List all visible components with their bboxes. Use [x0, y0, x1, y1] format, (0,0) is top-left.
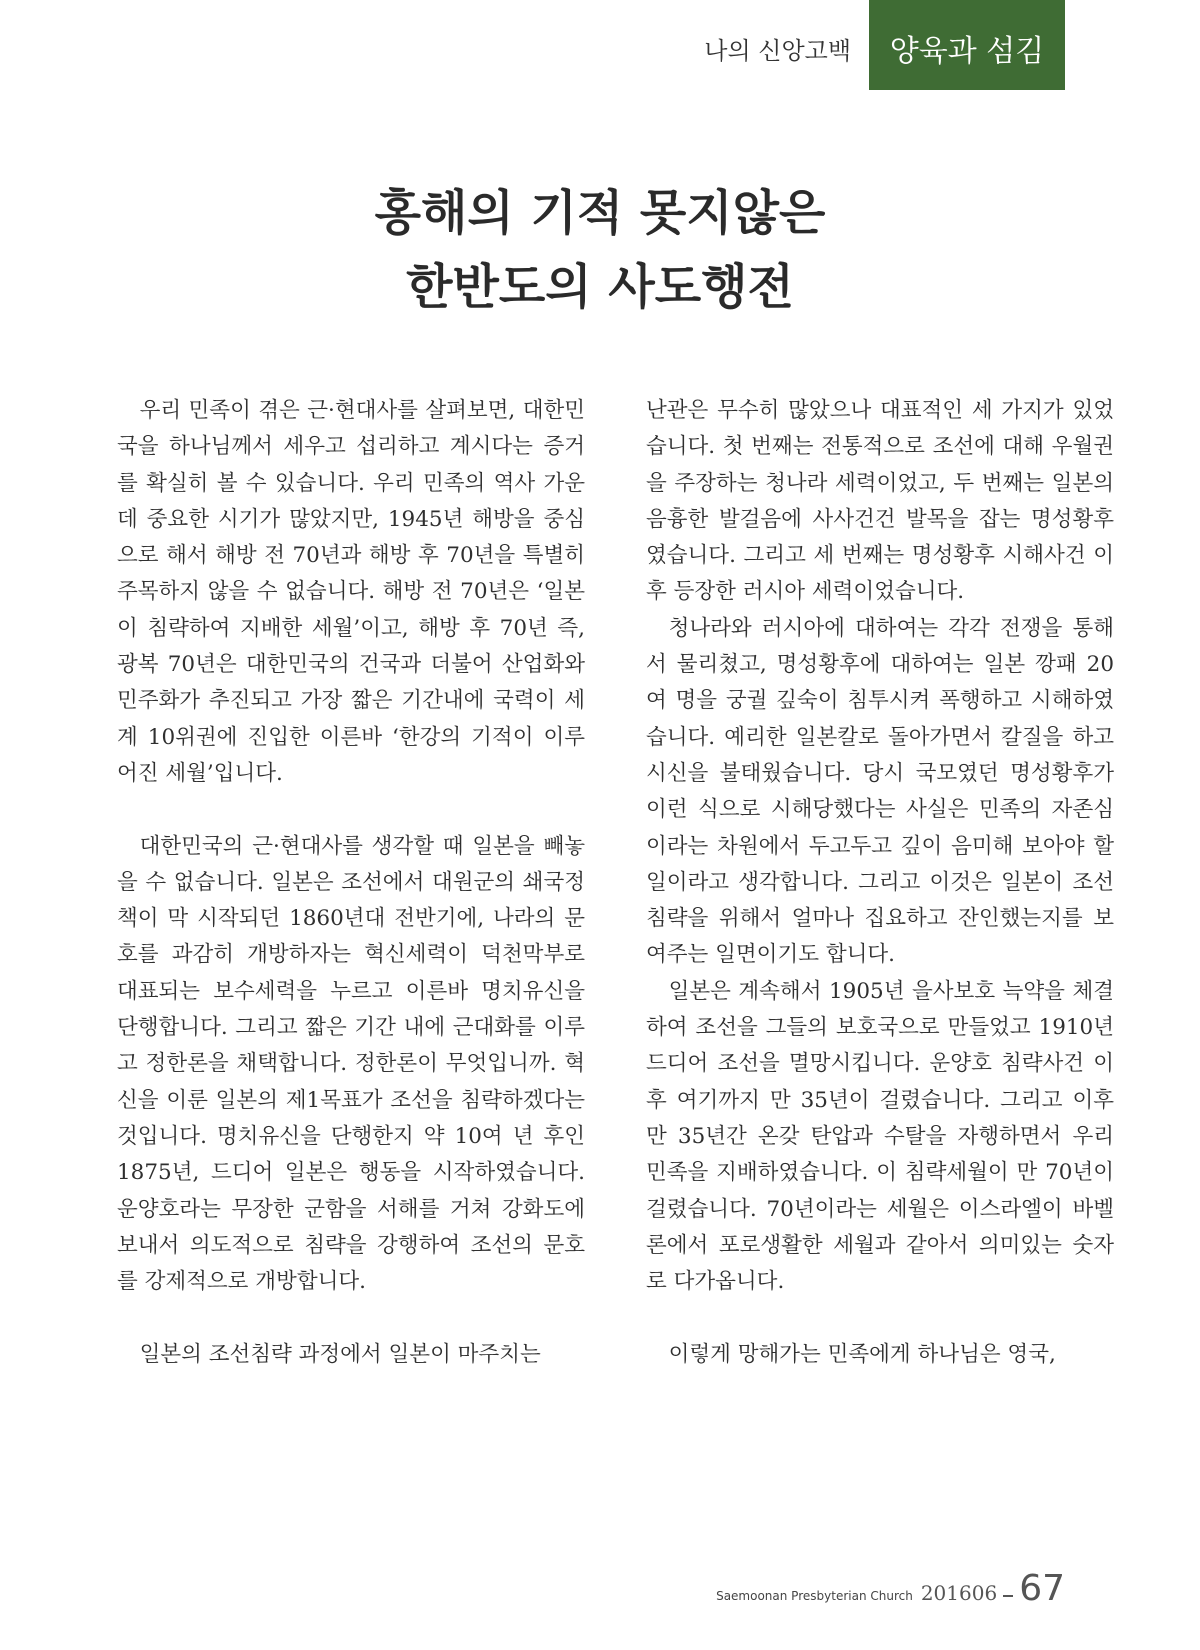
separator — [1003, 1595, 1013, 1597]
title-line-2: 한반도의 사도행전 — [406, 259, 794, 315]
series-label: 나의 신앙고백 — [704, 36, 851, 65]
paragraph: 난관은 무수히 많았으나 대표적인 세 가지가 있었습니다. 첫 번째는 전통적으로 조선에 대해 우월권을 주장하는 청나라 세력이었고, 두 번째는 일본의 음흉한 발걸음에 사사건건 발목을 잡는 명성황후였습니다. 그리고 세 번째는 명성황후 시해사건 이후 등장한 러시아 세력이었습니다. — [646, 398, 1114, 605]
header-bar — [704, 0, 1065, 90]
title-line-1: 홍해의 기적 못지않은 — [374, 185, 826, 241]
paragraph: 대한민국의 근·현대사를 생각할 때 일본을 빼놓을 수 없습니다. 일본은 조선에서 대원군의 쇄국정책이 막 시작되던 1860년대 전반기에, 나라의 문호를 과감히 개방하자는 혁신세력이 덕천막부로 대표되는 보수세력을 누르고 이른바 명치유신을 단행합니다. 그리고 짧은 기간 내에 근대화를 이루고 정한론을 채택합니다. 정한론이 무엇입니까. 혁신을 이룬 일본의 제1목표가 조선을 침략하겠다는 것입니다. 명치유신을 단행한지 약 10여 년 후인 1875년, 드디어 일본은 행동을 시작하였습니다. 운양호라는 무장한 군함을 서해를 거쳐 강화도에 보내서 의도적으로 침략을 강행하여 조선의 문호를 강제적으로 개방합니다. — [117, 833, 585, 1295]
section-tab: 양육과 섬김 — [869, 0, 1065, 90]
right-column — [646, 393, 1114, 1373]
article-title — [0, 176, 1200, 324]
page-number: 67 — [1019, 1568, 1065, 1609]
paragraph: 일본은 계속해서 1905년 을사보호 늑약을 체결하여 조선을 그들의 보호국으로 만들었고 1910년 드디어 조선을 멸망시킵니다. 운양호 침략사건 이후 여기까지 만 35년이 걸렸습니다. 그리고 이후 만 35년간 온갖 탄압과 수탈을 자행하면서 우리 민족을 지배하였습니다. 이 침략세월이 만 70년이 걸렸습니다. 70년이라는 세월은 이스라엘이 바벨론에서 포로생활한 세월과 같아서 의미있는 숫자로 다가옵니다. — [646, 978, 1114, 1295]
paragraph: 청나라와 러시아에 대하여는 각각 전쟁을 통해서 물리쳤고, 명성황후에 대하여는 일본 깡패 20여 명을 궁궐 깊숙이 침투시켜 폭행하고 시해하였습니다. 예리한 일본칼로 돌아가면서 칼질을 하고 시신을 불태웠습니다. 당시 국모였던 명성황후가 이런 식으로 시해당했다는 사실은 민족의 자존심이라는 차원에서 두고두고 깊이 음미해 보아야 할 일이라고 생각합니다. 그리고 이것은 일본이 조선침략을 위해서 얼마나 집요하고 잔인했는지를 보여주는 일면이기도 합니다. — [646, 615, 1114, 968]
issue-number: 201606 — [920, 1581, 998, 1605]
paragraph: 우리 민족이 겪은 근·현대사를 살펴보면, 대한민국을 하나님께서 세우고 섭리하고 계시다는 증거를 확실히 볼 수 있습니다. 우리 민족의 역사 가운데 중요한 시기가 많았지만, 1945년 해방을 중심으로 해서 해방 전 70년과 해방 후 70년을 특별히 주목하지 않을 수 없습니다. 해방 전 70년은 ‘일본이 침략하여 지배한 세월’이고, 해방 후 70년 즉, 광복 70년은 대한민국의 건국과 더불어 산업화와 민주화가 추진되고 가장 짧은 기간내에 국력이 세계 10위권에 진입한 이른바 ‘한강의 기적이 이루어진 세월’입니다. — [117, 398, 585, 786]
paragraph: 이렇게 망해가는 민족에게 하나님은 영국, — [668, 1341, 1056, 1367]
page-footer — [716, 1568, 1065, 1609]
left-column — [117, 393, 585, 1373]
church-name: Saemoonan Presbyterian Church — [716, 1589, 913, 1603]
paragraph: 일본의 조선침략 과정에서 일본이 마주치는 — [139, 1341, 541, 1367]
